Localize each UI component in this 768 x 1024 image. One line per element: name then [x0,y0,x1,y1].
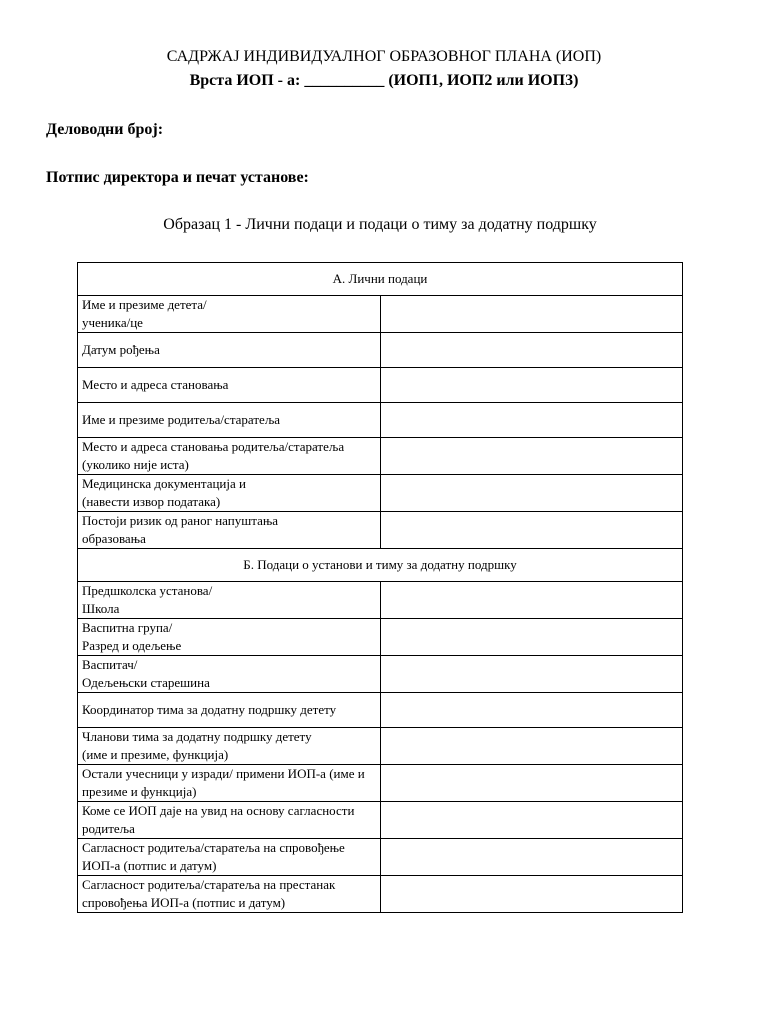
field-value-cell[interactable] [380,802,683,839]
field-label-line: Чланови тима за додатну подршку детету [82,729,312,744]
field-label-cell [78,619,381,656]
table-row [78,368,683,403]
field-label-line: Постоји ризик од раног напуштања [82,513,279,528]
field-label-line: презиме и функција) [82,784,197,799]
table-row [78,582,683,619]
field-label-cell [78,296,381,333]
table-row [78,693,683,728]
field-label-cell [78,368,381,403]
table-row [78,296,683,333]
field-label-line: Сагласност родитеља/старатеља на спровођење [82,840,345,855]
field-label-line: Школа [82,601,120,616]
personal-data-table [77,262,683,913]
field-label-line: спровођења ИОП-а (потпис и датум) [82,895,286,910]
field-label-cell [78,582,381,619]
field-label-line: Васпитач/ [82,657,138,672]
field-label-line: (навести извор података) [82,494,221,509]
table-row [78,765,683,802]
form-caption: Образац 1 - Лични подаци и подаци о тиму за додатну подршку [163,216,597,233]
field-value-cell[interactable] [380,765,683,802]
iop-type-line: Врста ИОП - а: __________ (ИОП1, ИОП2 или ИОП3) [189,72,579,89]
field-label-line: (уколико није иста) [82,457,189,472]
field-value-cell[interactable] [380,876,683,913]
field-value-cell[interactable] [380,475,683,512]
field-value-cell[interactable] [380,438,683,475]
field-label-line: Васпитна група/ [82,620,173,635]
table-row [78,876,683,913]
field-label-cell [78,333,381,368]
field-value-cell[interactable] [380,656,683,693]
section-heading: Б. Подаци о установи и тиму за додатну подршку [78,549,683,582]
field-label-line: Датум рођења [82,342,160,357]
document-title: САДРЖАЈ ИНДИВИДУАЛНОГ ОБРАЗОВНОГ ПЛАНА (ИОП) [166,48,602,65]
field-value-cell[interactable] [380,619,683,656]
field-label-cell [78,438,381,475]
field-label-cell [78,876,381,913]
field-value-cell[interactable] [380,368,683,403]
field-label-line: Место и адреса становања [82,377,229,392]
field-value-cell[interactable] [380,582,683,619]
field-value-cell[interactable] [380,512,683,549]
field-label-line: Место и адреса становања родитеља/старатеља [82,439,345,454]
field-label-line: Коме се ИОП даје на увид на основу сагласности [82,803,355,818]
table-row [78,802,683,839]
table-row [78,656,683,693]
field-label-line: Координатор тима за додатну подршку детету [82,702,337,717]
field-label-cell [78,728,381,765]
table-row [78,728,683,765]
field-label-line: Име и презиме родитеља/старатеља [82,412,281,427]
field-label-line: Сагласност родитеља/старатеља на престанак [82,877,336,892]
field-label-line: Име и презиме детета/ [82,297,207,312]
field-value-cell[interactable] [380,728,683,765]
table-row [78,512,683,549]
reference-number-label: Деловодни број: [46,121,164,138]
field-value-cell[interactable] [380,333,683,368]
table-row [78,619,683,656]
table-row [78,475,683,512]
field-label-cell [78,693,381,728]
field-value-cell[interactable] [380,693,683,728]
field-label-line: родитеља [82,821,135,836]
table-row [78,333,683,368]
field-label-line: Одељењски старешина [82,675,210,690]
field-label-line: (име и презиме, функција) [82,747,229,762]
table-row [78,403,683,438]
field-value-cell[interactable] [380,403,683,438]
table-row [78,839,683,876]
field-label-cell [78,475,381,512]
field-label-cell [78,839,381,876]
field-value-cell[interactable] [380,296,683,333]
field-label-cell [78,512,381,549]
field-label-line: Медицинска документација и [82,476,246,491]
field-label-cell [78,403,381,438]
field-label-line: ИОП-а (потпис и датум) [82,858,217,873]
field-label-cell [78,765,381,802]
table-row [78,438,683,475]
field-label-line: ученика/це [82,315,143,330]
field-label-line: Предшколска установа/ [82,583,213,598]
field-label-line: Остали учесници у изради/ примени ИОП-а (име и [82,766,365,781]
field-label-line: образовања [82,531,146,546]
field-value-cell[interactable] [380,839,683,876]
field-label-cell [78,656,381,693]
section-heading: А. Лични подаци [78,263,683,296]
field-label-line: Разред и одељење [82,638,182,653]
field-label-cell [78,802,381,839]
signature-label: Потпис директора и печат установе: [46,169,309,186]
